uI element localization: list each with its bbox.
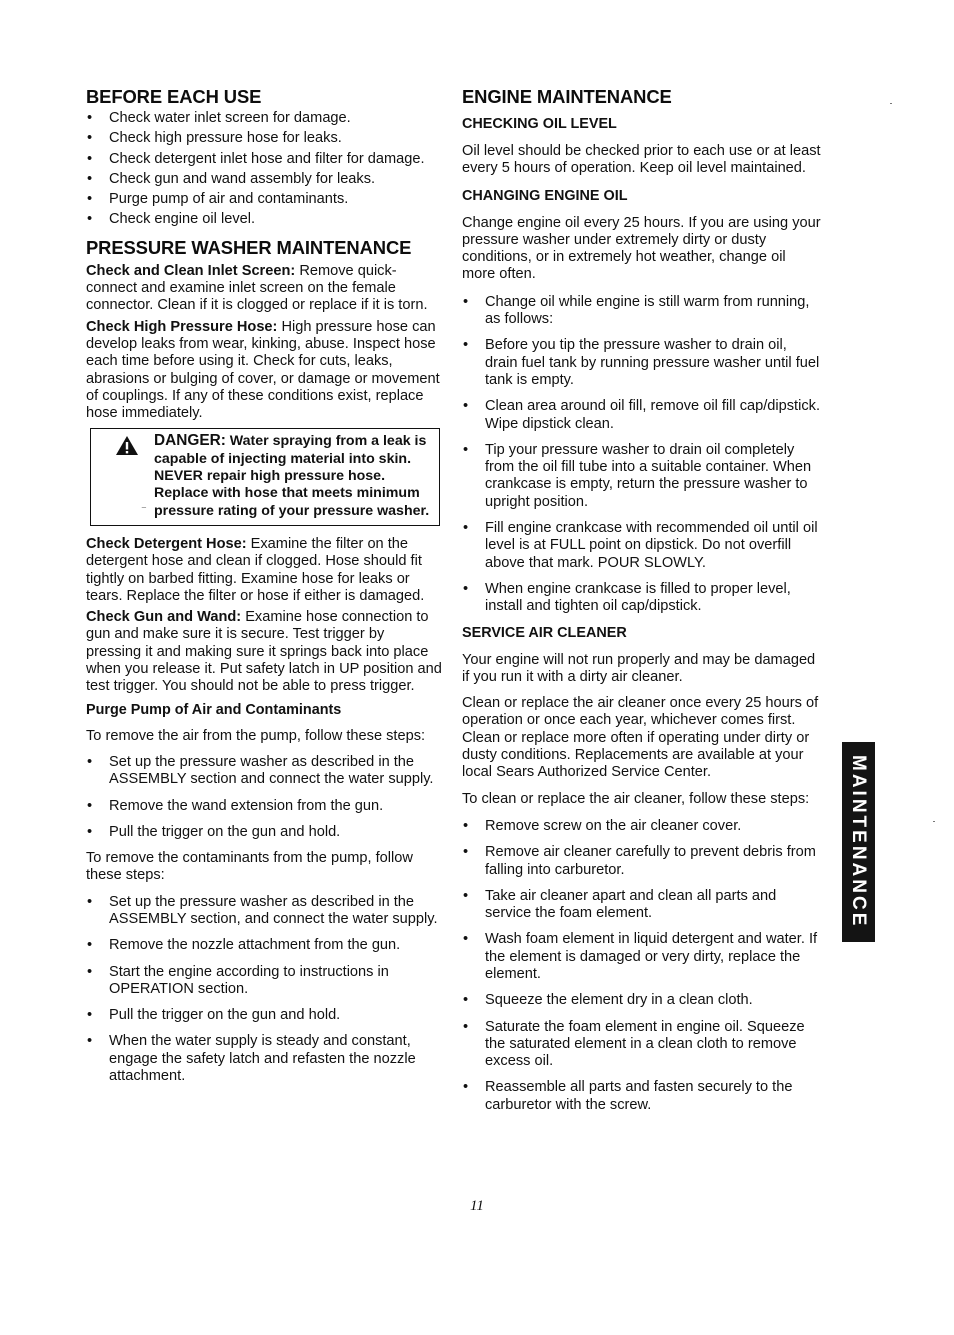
list-item: • Fill engine crankcase with recommended oil until oil level is at FULL point on dipstick. Do not overfill above that mark. POUR SLOWLY. (462, 520, 822, 572)
list-item: • Remove the wand extension from the gun. (86, 798, 442, 815)
air-removal-intro: To remove the air from the pump, follow these steps: (86, 727, 426, 744)
left-column (86, 86, 442, 1094)
high-pressure-hose-text: High pressure hose can develop leaks from wear, kinking, abuse. Inspect hose each time before using it. Check for cuts, leaks, abrasions or bulging of cover, or damage or movement of couplings. If any of these conditions exist, replace hose immediately. (86, 318, 440, 422)
danger-line-1: Water spraying from a leak is (229, 433, 427, 450)
list-item: • Squeeze the element dry in a clean cloth. (462, 992, 822, 1009)
right-column (462, 86, 822, 1123)
list-item: • Clean area around oil fill, remove oil fill cap/dipstick. Wipe dipstick clean. (462, 398, 822, 433)
danger-first-line (154, 432, 433, 450)
list-item: • Check water inlet screen for damage. (86, 110, 442, 127)
list-item: • Purge pump of air and contaminants. (86, 191, 442, 208)
list-item: • Change oil while engine is still warm from running, as follows: (462, 294, 822, 329)
detergent-hose-lead: Check Detergent Hose: (86, 535, 247, 552)
inlet-screen-paragraph (86, 263, 442, 315)
list-item: • Remove screw on the air cleaner cover. (462, 818, 822, 835)
pressure-washer-maintenance-heading: PRESSURE WASHER MAINTENANCE (86, 236, 412, 258)
gun-wand-paragraph (86, 609, 442, 695)
changing-oil-steps (462, 294, 822, 616)
list-item: • Reassemble all parts and fasten securely to the carburetor with the screw. (462, 1079, 822, 1114)
list-item: • Check engine oil level. (86, 211, 442, 228)
list-item: • Remove air cleaner carefully to prevent debris from falling into carburetor. (462, 844, 822, 879)
before-each-use-heading: BEFORE EACH USE (86, 86, 262, 107)
danger-text: capable of injecting material into skin. NEVER repair high pressure hose. Replace with hose that meets minimum pressure rating of your pressure washer. (154, 450, 430, 519)
list-item: • Take air cleaner apart and clean all parts and service the foam element. (462, 888, 822, 923)
list-item: • Set up the pressure washer as described in the ASSEMBLY section, and connect the water supply. (86, 894, 442, 929)
list-item: • Before you tip the pressure washer to drain oil, drain fuel tank by running pressure washer until fuel tank is empty. (462, 337, 822, 389)
list-item: • When engine crankcase is filled to proper level, install and tighten oil cap/dipstick. (462, 581, 822, 616)
list-item: • Tip your pressure washer to drain oil completely from the oil fill tube into a suitable container. When crankcase is empty, return the pressure washer to upright position. (462, 442, 822, 511)
scan-mark: ⁻ (141, 503, 147, 516)
side-tab-label: MAINTENANCE (848, 755, 869, 929)
list-item: • When the water supply is steady and constant, engage the safety latch and refasten the nozzle attachment. (86, 1033, 442, 1085)
checking-oil-level-text: Oil level should be checked prior to each use or at least every 5 hours of operation. Keep oil level maintained. (462, 143, 821, 177)
air-cleaner-text-3: To clean or replace the air cleaner, follow these steps: (462, 790, 810, 807)
air-cleaner-steps (462, 818, 822, 1114)
list-item: • Wash foam element in liquid detergent and water. If the element is damaged or very dirty, replace the element. (462, 931, 822, 983)
inlet-screen-text: Remove quick-connect and examine inlet screen on the female connector. Clean if it is clogged or replace if it is torn. (86, 262, 428, 314)
list-item: • Check high pressure hose for leaks. (86, 130, 442, 147)
contaminant-removal-steps (86, 894, 442, 1086)
list-item: • Check gun and wand assembly for leaks. (86, 171, 442, 188)
warning-triangle-icon (115, 435, 139, 456)
page-number: 11 (470, 1198, 484, 1214)
purge-pump-heading: Purge Pump of Air and Contaminants (86, 701, 342, 718)
contaminant-removal-intro: To remove the contaminants from the pump, follow these steps: (86, 850, 413, 884)
before-each-use-list (86, 110, 442, 229)
list-item: • Check detergent inlet hose and filter for damage. (86, 151, 442, 168)
list-item: • Saturate the foam element in engine oil. Squeeze the saturated element in a clean cloth to remove excess oil. (462, 1019, 822, 1071)
list-item: • Remove the nozzle attachment from the gun. (86, 937, 442, 954)
service-air-cleaner-heading: SERVICE AIR CLEANER (462, 624, 627, 641)
scan-speck (890, 103, 892, 104)
detergent-hose-text: Examine the filter on the detergent hose and clean if clogged. Hose should fit tightly on barbed fitting. Examine hose for leaks or tears. Replace the filter or hose if either is damaged. (86, 535, 425, 604)
list-item: • Pull the trigger on the gun and hold. (86, 1007, 442, 1024)
maintenance-side-tab (842, 742, 875, 942)
gun-wand-lead: Check Gun and Wand: (86, 609, 242, 626)
changing-engine-oil-text: Change engine oil every 25 hours. If you are using your pressure washer under extremely dirty or dusty conditions, or in extremely hot weather, change oil more often. (462, 214, 821, 283)
list-item: • Set up the pressure washer as described in the ASSEMBLY section and connect the water supply. (86, 754, 442, 789)
air-cleaner-text-2: Clean or replace the air cleaner once every 25 hours of operation or once each year, whichever comes first. Clean or replace more often if operating under dirty or dusty conditions. Replacements are available at your local Sears Authorized Service Center. (462, 695, 819, 781)
scan-speck (933, 821, 935, 822)
high-pressure-hose-lead: Check High Pressure Hose: (86, 318, 278, 335)
detergent-hose-paragraph (86, 536, 442, 605)
air-cleaner-text-1: Your engine will not run properly and may be damaged if you run it with a dirty air cleaner. (462, 651, 816, 685)
gun-wand-text: Examine hose connection to gun and make sure it is secure. Test trigger by pressing it and making sure it springs back into place when you release it. Put safety latch in UP position and test trigger. You should not be able to press trigger. (86, 609, 442, 695)
high-pressure-hose-paragraph (86, 319, 442, 423)
changing-engine-oil-heading: CHANGING ENGINE OIL (462, 187, 628, 204)
danger-warning-box (90, 428, 440, 525)
danger-label: DANGER: (154, 432, 226, 450)
inlet-screen-lead: Check and Clean Inlet Screen: (86, 262, 296, 279)
list-item: • Start the engine according to instructions in OPERATION section. (86, 964, 442, 999)
engine-maintenance-heading: ENGINE MAINTENANCE (462, 86, 672, 107)
air-removal-steps (86, 754, 442, 841)
list-item: • Pull the trigger on the gun and hold. (86, 824, 442, 841)
checking-oil-level-heading: CHECKING OIL LEVEL (462, 116, 617, 132)
